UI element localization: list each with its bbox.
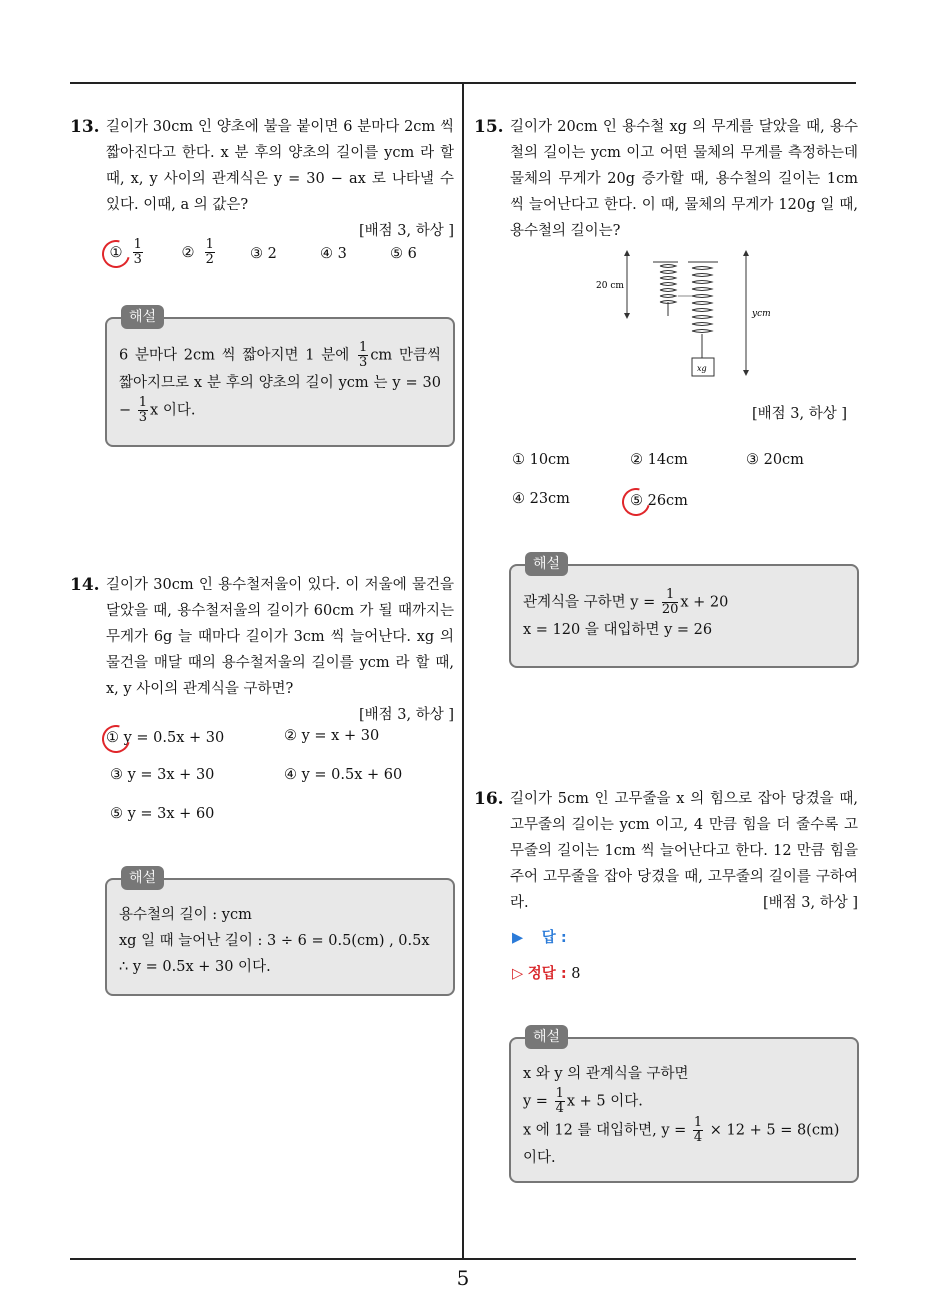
q16-explanation: 해설 x 와 y 의 관계식을 구하면 y = $\frac{1}{4}$ x + 5 이다. x 에 12 를 대입하면, y = $\frac{1}{4}$ × 12 + 5 = 8(cm) 이다.: [509, 1037, 859, 1183]
choice-5[interactable]: ⑤ 6: [390, 246, 417, 262]
question-text: 길이가 20cm 인 용수철 xg 의 무게를 달았을 때, 용수철의 길이는 ycm 이고 어떤 물체의 무게를 측정하는데 물체의 무게가 20g 증가할 때, 용수철의 길이는 1cm 씩 늘어난다고 한다. 이 때, 물체의 무게가 120g 일 때, 용수철의 길이는?: [510, 119, 858, 239]
selected-mark-icon: [626, 491, 646, 511]
selected-mark-icon: [106, 728, 126, 748]
choice-4[interactable]: ④ 3: [320, 246, 347, 262]
explanation-tag: 해설: [525, 552, 568, 576]
choice-3[interactable]: ③ 2: [250, 246, 277, 262]
q14-choices: [106, 728, 446, 838]
choice-1[interactable]: ① y = 0.5x + 30: [106, 730, 225, 746]
left-column: [70, 114, 454, 244]
spring-figure: [590, 246, 790, 386]
q13-explanation: 해설 6 분마다 2cm 씩 짧아지면 1 분에 $\frac{1}{3}$ cm 만큼씩 짧아지므로 x 분 후의 양초의 길이 ycm 는 y = 30 − $\frac{1}{3}$ x 이다.: [105, 317, 455, 447]
play-outline-icon: ▷: [512, 966, 524, 982]
points: [배점 3, 하상 ]: [358, 223, 454, 239]
page-number: 5: [456, 1266, 470, 1290]
choice-5[interactable]: ⑤ y = 3x + 60: [110, 806, 215, 822]
choice-2[interactable]: ② 14cm: [630, 452, 688, 468]
question-text: 길이가 30cm 인 용수철저울이 있다. 이 저울에 물건을 달았을 때, 용수철저울의 길이가 60cm 가 될 때까지는 무게가 6g 늘 때마다 길이가 3cm 씩 늘어난다. xg 의 물건을 매달 때의 용수철저울의 길이를 ycm 라 할 때, x, y 사이의 관계식을 구하면?: [106, 577, 454, 697]
question-14: [70, 572, 454, 728]
correct-value: 8: [571, 966, 581, 982]
choice-1[interactable]: ① $\frac{1}{3}$: [106, 238, 145, 267]
explanation-tag: 해설: [121, 866, 164, 890]
explanation-tag: 해설: [121, 305, 164, 329]
choice-2[interactable]: ② y = x + 30: [284, 728, 380, 744]
play-icon: ▶: [512, 930, 524, 946]
fig-right-label: ycm: [752, 309, 771, 319]
choice-4[interactable]: ④ y = 0.5x + 60: [284, 767, 403, 783]
choice-3[interactable]: ③ y = 3x + 30: [110, 767, 215, 783]
choice-3[interactable]: ③ 20cm: [746, 452, 804, 468]
q15-explanation: 해설 관계식을 구하면 y = $\frac{1}{20}$ x + 20 x = 120 을 대입하면 y = 26: [509, 564, 859, 668]
answer-row: [512, 926, 567, 947]
choice-5[interactable]: ⑤ 26cm: [626, 491, 688, 511]
choice-4[interactable]: ④ 23cm: [512, 491, 570, 507]
choice-1[interactable]: ① 10cm: [512, 452, 570, 468]
q14-explanation: 해설 용수철의 길이 : ycm xg 일 때 늘어난 길이 : 3 ÷ 6 = 0.5(cm) , 0.5x ∴ y = 0.5x + 30 이다.: [105, 878, 455, 996]
question-text: 길이가 5cm 인 고무줄을 x 의 힘으로 잡아 당겼을 때, 고무줄의 길이는 ycm 이고, 4 만큼 힘을 더 줄수록 고무줄의 길이는 1cm 씩 늘어난다고 한다. 12 만큼 힘을 주어 고무줄을 잡아 당겼을 때, 고무줄의 길이를 구하여라.: [510, 791, 858, 911]
bottom-rule: [70, 1258, 856, 1260]
points: [배점 3, 하상 ]: [358, 707, 454, 723]
question-number: 15.: [474, 117, 504, 137]
fig-weight-label: xg: [697, 364, 707, 373]
explanation-tag: 해설: [525, 1025, 568, 1049]
fig-left-label: 20 cm: [596, 281, 624, 291]
answer-label: 답 :: [541, 930, 567, 946]
correct-answer-row: [512, 962, 580, 983]
question-16: [474, 786, 858, 916]
q13-choices: [106, 238, 446, 278]
question-number: 13.: [70, 117, 100, 137]
question-number: 14.: [70, 575, 100, 595]
question-number: 16.: [474, 789, 504, 809]
question-text: 길이가 30cm 인 양초에 불을 붙이면 6 분마다 2cm 씩 짧아진다고 한다. x 분 후의 양초의 길이를 ycm 라 할 때, x, y 사이의 관계식은 y = 30 − ax 로 나타낼 수 있다. 이때, a 의 값은?: [106, 119, 454, 213]
q15-points: [배점 3, 하상 ]: [752, 406, 848, 422]
selected-mark-icon: ①: [106, 243, 126, 263]
column-divider: [462, 82, 464, 1260]
choice-2[interactable]: ② $\frac{1}{2}$: [181, 237, 214, 267]
points: [배점 3, 하상 ]: [762, 895, 858, 911]
correct-label: 정답 :: [527, 966, 567, 982]
question-15: [474, 114, 858, 244]
q15-choices: [512, 452, 852, 522]
question-13: [70, 114, 454, 244]
